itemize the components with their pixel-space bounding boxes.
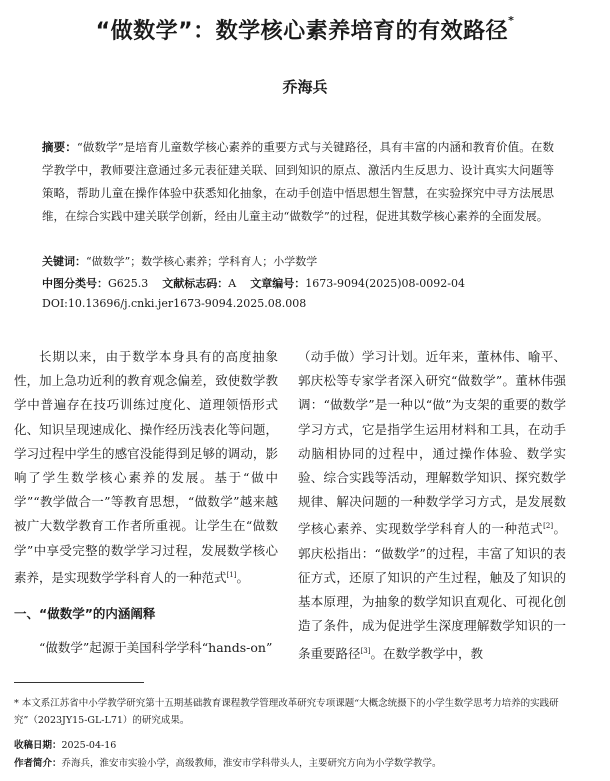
body-right-column — [298, 345, 566, 666]
keywords-label: 关键词： — [42, 255, 86, 268]
doc-code-label: 文献标志码： — [162, 277, 229, 290]
doc-code-value: A — [228, 277, 237, 290]
paragraph-text: （动手做）学习计划。近年来，董林伟、喻平、郭庆松等专家学者深入研究“做数学”。董林伟强调：“做数学”是一种以“做”为支架的重要的数学学习方式，它是指学生运用材料和工具，在动手动脑相协同的过程中，通过操作体验、数学实验、综合实践等活动，理解数学知识、探究数学规律、解决问题的一种数学学习方式，是发展数学核心素养、实现数学学科育人的一种范式 — [298, 349, 566, 537]
paragraph-text: 长期以来，由于数学本身具有的高度抽象性，加上急功近利的教育观念偏差，致使数学教学中普遍存在技巧训练过度化、道理领悟形式化、知识呈现速成化、操作经历浅表化等问题，学习过程中学生的感官没能得到足够的调动，影响了学生数学核心素养的发展。基于“做中学”“教学做合一”等教育思想，“做数学”越来越被广大数学教育工作者所重视。让学生在“做数学”中享受完整的数学学习过程，发展数学核心素养，是实现数学学科育人的一种范式 — [14, 349, 278, 585]
bio-label: 作者简介： — [14, 758, 62, 769]
keywords-text: “做数学”；数学核心素养；学科育人；小学数学 — [86, 255, 318, 268]
citation-ref[interactable]: [3] — [360, 646, 371, 655]
title-text: “做数学”：数学核心素养培育的有效路径 — [95, 19, 509, 44]
fund-footnote: * 本文系江苏省中小学教学研究第十五期基础教育课程教学管理改革研究专项课题“大概念统摄下的小学生数学思考力培养的实践研究”（2023JY15-GL-L71）的研究成果。 — [14, 698, 559, 726]
article-title — [0, 14, 610, 45]
classification-line — [42, 275, 562, 291]
clc-label: 中图分类号： — [42, 277, 108, 290]
body-paragraph — [14, 345, 278, 590]
title-footnote-mark[interactable]: * — [508, 13, 515, 27]
author-name: 乔海兵 — [282, 78, 328, 96]
abstract — [42, 136, 554, 228]
body-paragraph — [298, 345, 566, 666]
article-number-label: 文章编号： — [250, 277, 306, 290]
section-heading: 一、“做数学”的内涵阐释 — [14, 606, 156, 622]
author-bio — [14, 755, 594, 772]
footnote-divider — [14, 682, 144, 683]
keywords — [42, 253, 562, 269]
received-value: 2025-04-16 — [61, 740, 117, 751]
citation-ref[interactable]: [1] — [226, 570, 237, 579]
body-paragraph: “做数学”起源于美国科学学科“hands-on” — [39, 640, 273, 656]
received-date — [14, 737, 594, 754]
citation-ref[interactable]: [2] — [543, 522, 554, 531]
bio-value: 乔海兵，淮安市实验小学，高级教师，淮安市学科带头人，主要研究方向为小学数学教学。 — [61, 758, 442, 769]
doi[interactable]: DOI:10.13696/j.cnki.jer1673-9094.2025.08.008 — [42, 297, 307, 310]
paragraph-text: 。在数学教学中，教 — [370, 645, 483, 661]
article-number-value: 1673-9094(2025)08-0092-04 — [305, 277, 465, 290]
received-label: 收稿日期： — [14, 740, 62, 751]
clc-value: G625.3 — [108, 277, 149, 290]
body-left-column — [14, 345, 278, 661]
abstract-text: “做数学”是培育儿童数学核心素养的重要方式与关键路径，具有丰富的内涵和教育价值。在数学教学中，教师要注意通过多元表征建关联、回到知识的原点、激活内生反思力、设计真实大问题等策略，帮助儿童在操作体验中获悉知化抽象，在动手创造中悟思想生智慧，在实验探究中寻方法展思维，在综合实践中建关联学创新，经由儿童主动“做数学”的过程，促进其数学核心素养的全面发展。 — [42, 140, 554, 223]
paragraph-text: 。 — [236, 569, 249, 585]
abstract-label: 摘要： — [42, 140, 77, 154]
paragraph-text: 。郭庆松指出：“做数学”的过程，丰富了知识的表征方式，还原了知识的产生过程，触及了知识的基本原理，为抽象的数学知识直观化、可视化创造了条件，成为促进学生深度理解数学知识的一条重要路径 — [298, 521, 566, 661]
